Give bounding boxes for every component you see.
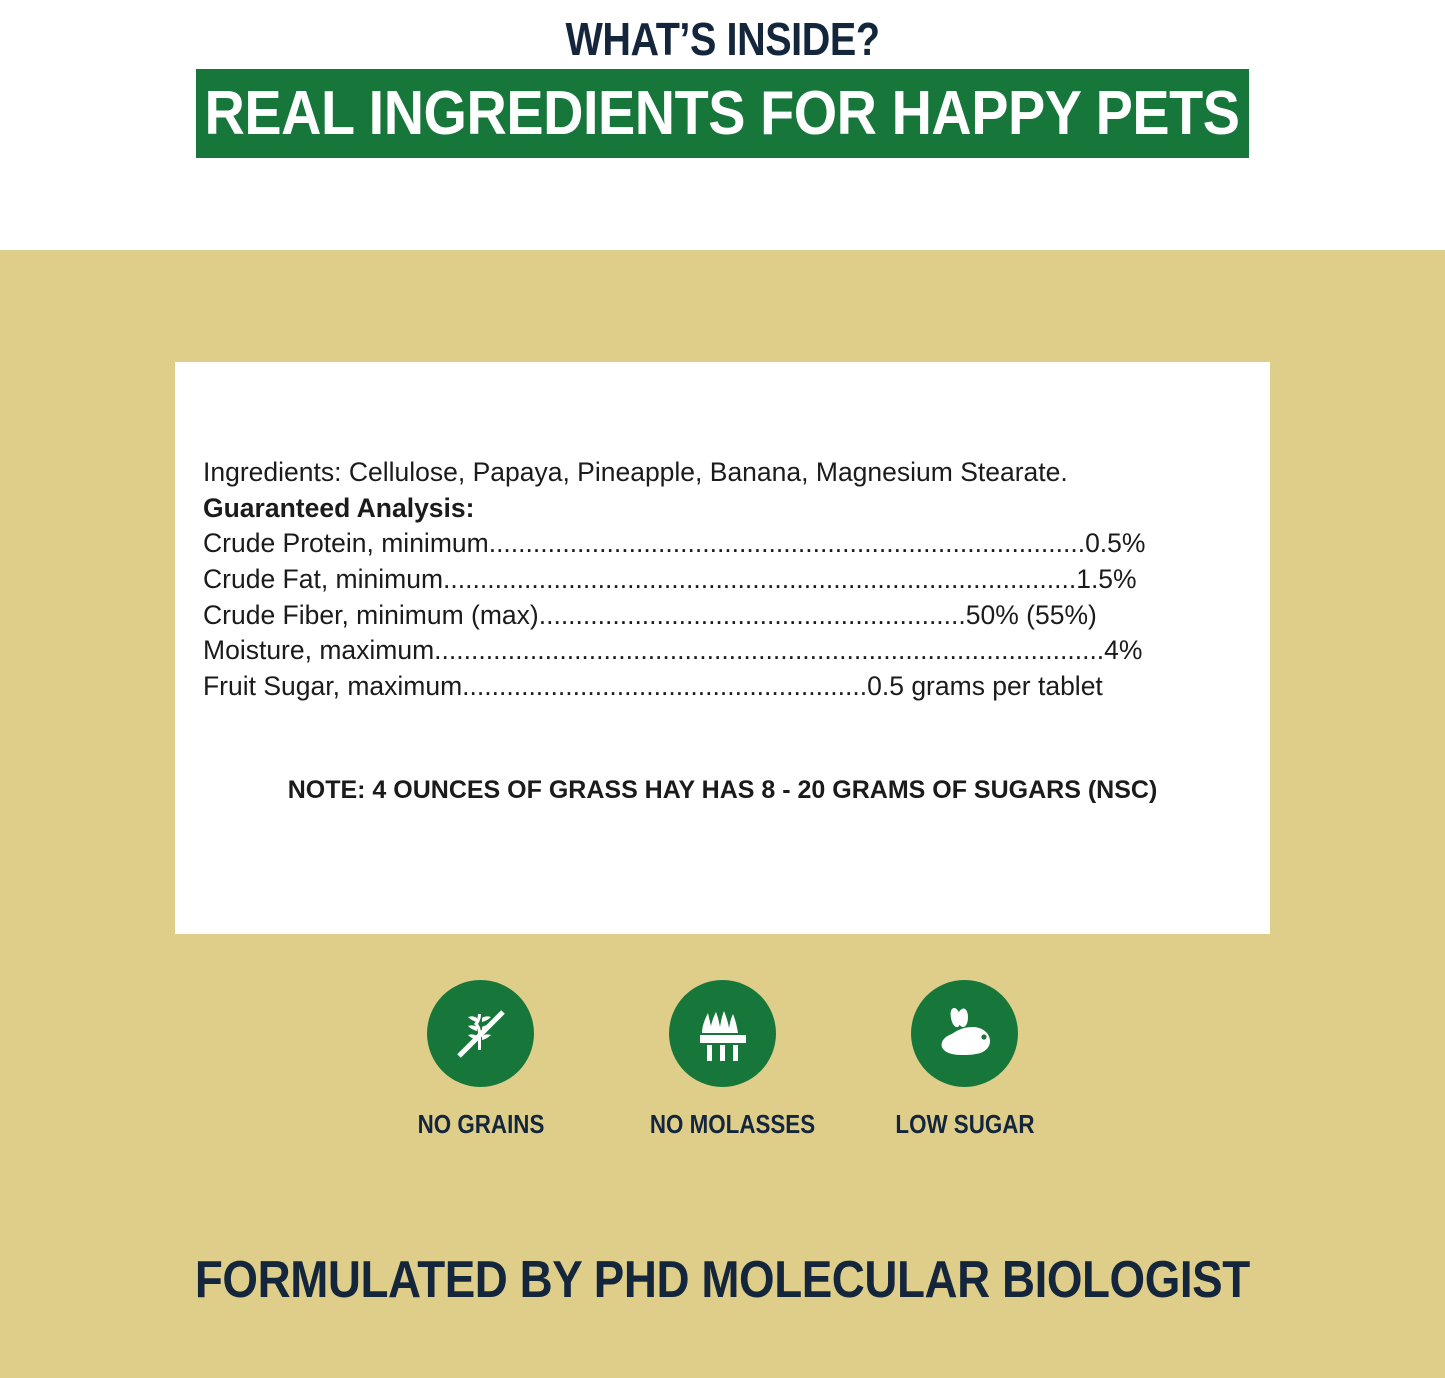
- no-grains-icon: [445, 998, 517, 1070]
- headline-banner-text: REAL INGREDIENTS FOR HAPPY PETS: [204, 78, 1241, 148]
- analysis-row: Crude Protein, minimum.................................................................................0.5%: [203, 528, 1146, 559]
- badge-circle: [669, 980, 776, 1087]
- footer-text: FORMULATED BY PHD MOLECULAR BIOLOGIST: [195, 1251, 1250, 1309]
- badge-low-sugar: [880, 980, 1050, 1140]
- page-header: [0, 0, 1445, 250]
- ingredients-line: Ingredients: Cellulose, Papaya, Pineapple, Banana, Magnesium Stearate.: [203, 457, 1068, 487]
- analysis-row: Crude Fat, minimum......................................................................................1.5%: [203, 563, 1137, 594]
- content-panel: [0, 250, 1445, 1378]
- badge-no-molasses: [638, 980, 815, 1140]
- analysis-heading: Guaranteed Analysis:: [203, 492, 475, 523]
- page-eyebrow-title: WHAT’S INSIDE?: [565, 13, 880, 65]
- analysis-row: Moisture, maximum...........................................................................................4%: [203, 635, 1143, 666]
- badge-circle: [427, 980, 534, 1087]
- badge-row: [0, 980, 1445, 1140]
- low-sugar-rabbit-icon: [928, 997, 1002, 1071]
- nutrition-label-card: [175, 362, 1270, 934]
- guaranteed-analysis-block: [203, 455, 1248, 704]
- badge-label: NO GRAINS: [417, 1109, 544, 1139]
- badge-label: NO MOLASSES: [649, 1109, 815, 1139]
- badge-no-grains: [396, 980, 566, 1140]
- no-molasses-icon: [688, 999, 758, 1069]
- analysis-row: Crude Fiber, minimum (max)..........................................................50% (55%): [203, 599, 1097, 630]
- analysis-row: Fruit Sugar, maximum.......................................................0.5 grams per tablet: [203, 670, 1103, 701]
- page-footer: [0, 1250, 1445, 1310]
- badge-label: LOW SUGAR: [894, 1109, 1035, 1139]
- badge-circle: [911, 980, 1018, 1087]
- headline-banner: [196, 69, 1249, 158]
- sugar-note: NOTE: 4 OUNCES OF GRASS HAY HAS 8 - 20 GRAMS OF SUGARS (NSC): [287, 776, 1158, 804]
